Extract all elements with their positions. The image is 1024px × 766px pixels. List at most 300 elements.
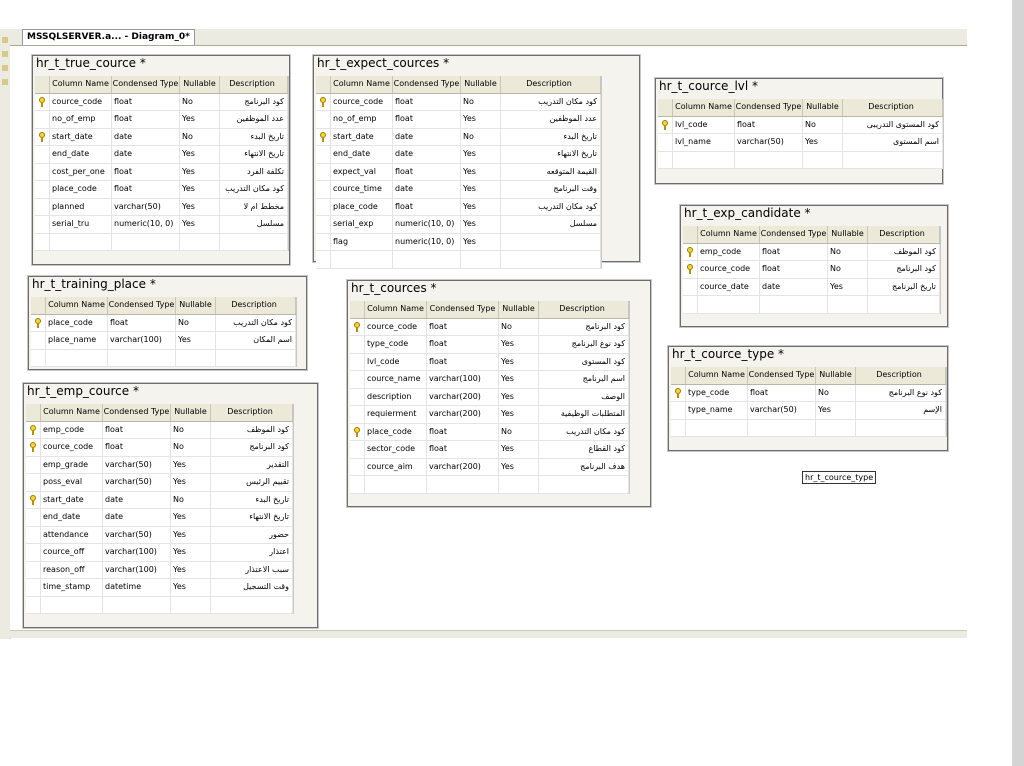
row-selector[interactable] xyxy=(26,439,41,456)
description-cell[interactable]: مسلسل xyxy=(501,216,601,233)
description-cell[interactable]: تقييم الرئيس xyxy=(211,474,293,491)
column-name-cell[interactable]: cource_time xyxy=(331,181,393,198)
description-cell[interactable]: هدف البرنامج xyxy=(539,459,629,476)
row-selector[interactable] xyxy=(316,216,331,233)
row-selector[interactable] xyxy=(671,385,686,402)
empty-cell[interactable] xyxy=(46,350,108,367)
nullable-cell[interactable]: Yes xyxy=(171,562,211,579)
description-cell[interactable]: اسم المستوى xyxy=(843,134,943,151)
empty-cell[interactable] xyxy=(698,296,760,313)
column-name-cell[interactable]: type_code xyxy=(365,336,427,353)
row-selector[interactable] xyxy=(35,111,50,128)
condensed-type-cell[interactable]: date xyxy=(112,146,180,163)
nullable-cell[interactable]: Yes xyxy=(461,199,501,216)
column-name-cell[interactable]: cource_code xyxy=(331,94,393,111)
row-selector[interactable] xyxy=(35,146,50,163)
table-row[interactable] xyxy=(35,181,288,199)
row-selector[interactable] xyxy=(35,181,50,198)
row-selector[interactable] xyxy=(26,579,41,596)
description-cell[interactable]: كود القطاع xyxy=(539,441,629,458)
nullable-cell[interactable]: Yes xyxy=(171,474,211,491)
table-row[interactable] xyxy=(671,385,946,403)
row-selector[interactable] xyxy=(26,544,41,561)
table-row[interactable] xyxy=(316,199,601,217)
description-cell[interactable]: سبب الاعتذار xyxy=(211,562,293,579)
condensed-type-cell[interactable]: float xyxy=(112,181,180,198)
table-title[interactable]: hr_t_cource_type * xyxy=(672,347,785,361)
nullable-cell[interactable]: No xyxy=(828,244,868,261)
table-row[interactable] xyxy=(35,164,288,182)
header-nullable[interactable]: Nullable xyxy=(171,404,211,421)
column-name-cell[interactable]: emp_code xyxy=(41,422,103,439)
empty-cell[interactable] xyxy=(316,251,331,268)
header-column-name[interactable]: Column Name xyxy=(331,76,393,93)
nullable-cell[interactable]: Yes xyxy=(499,389,539,406)
toolbox-icon[interactable] xyxy=(2,79,8,85)
nullable-cell[interactable]: Yes xyxy=(499,406,539,423)
table-row[interactable] xyxy=(35,146,288,164)
description-cell[interactable]: تاريخ البدء xyxy=(220,129,288,146)
row-selector[interactable] xyxy=(683,279,698,296)
table-title[interactable]: hr_t_expect_cources * xyxy=(317,56,450,70)
empty-cell[interactable] xyxy=(365,476,427,493)
empty-cell[interactable] xyxy=(393,251,461,268)
table-row[interactable] xyxy=(35,94,288,112)
nullable-cell[interactable]: Yes xyxy=(171,527,211,544)
description-cell[interactable]: كود المستوى xyxy=(539,354,629,371)
nullable-cell[interactable]: Yes xyxy=(461,146,501,163)
nullable-cell[interactable]: Yes xyxy=(180,216,220,233)
condensed-type-cell[interactable]: varchar(50) xyxy=(735,134,803,151)
description-cell[interactable]: مسلسل xyxy=(220,216,288,233)
nullable-cell[interactable]: Yes xyxy=(499,459,539,476)
empty-cell[interactable] xyxy=(735,152,803,169)
header-column-name[interactable]: Column Name xyxy=(41,404,103,421)
header-description[interactable]: Description xyxy=(856,367,946,384)
nullable-cell[interactable]: Yes xyxy=(180,111,220,128)
description-cell[interactable]: كود مكان التدريب xyxy=(501,199,601,216)
nullable-cell[interactable]: Yes xyxy=(176,332,216,349)
description-cell[interactable]: كود البرنامج xyxy=(868,261,940,278)
row-selector[interactable] xyxy=(350,389,365,406)
empty-cell[interactable] xyxy=(108,350,176,367)
empty-new-row[interactable] xyxy=(26,597,293,615)
table-row[interactable] xyxy=(658,117,943,135)
nullable-cell[interactable]: Yes xyxy=(461,216,501,233)
row-selector[interactable] xyxy=(26,474,41,491)
empty-cell[interactable] xyxy=(671,420,686,437)
toolbox-icon[interactable] xyxy=(2,51,8,57)
empty-cell[interactable] xyxy=(499,476,539,493)
row-selector[interactable] xyxy=(35,94,50,111)
column-name-cell[interactable]: lvl_name xyxy=(673,134,735,151)
empty-cell[interactable] xyxy=(658,152,673,169)
table-row[interactable] xyxy=(26,492,293,510)
condensed-type-cell[interactable]: varchar(50) xyxy=(103,457,171,474)
column-name-cell[interactable]: planned xyxy=(50,199,112,216)
column-name-cell[interactable]: place_code xyxy=(331,199,393,216)
table-row[interactable] xyxy=(316,146,601,164)
nullable-cell[interactable]: Yes xyxy=(171,457,211,474)
column-name-cell[interactable]: cource_aim xyxy=(365,459,427,476)
description-cell[interactable]: كود البرنامج xyxy=(539,319,629,336)
table-box-hr_t_emp_cource[interactable] xyxy=(23,383,318,628)
header-nullable[interactable]: Nullable xyxy=(828,226,868,243)
condensed-type-cell[interactable]: date xyxy=(103,492,171,509)
header-nullable[interactable]: Nullable xyxy=(499,301,539,318)
empty-cell[interactable] xyxy=(686,420,748,437)
table-row[interactable] xyxy=(26,439,293,457)
column-name-cell[interactable]: poss_eval xyxy=(41,474,103,491)
table-row[interactable] xyxy=(350,424,629,442)
table-row[interactable] xyxy=(658,134,943,152)
column-name-cell[interactable]: place_code xyxy=(50,181,112,198)
header-nullable[interactable]: Nullable xyxy=(816,367,856,384)
empty-cell[interactable] xyxy=(427,476,499,493)
table-row[interactable] xyxy=(350,406,629,424)
row-selector[interactable] xyxy=(683,244,698,261)
condensed-type-cell[interactable]: date xyxy=(393,129,461,146)
condensed-type-cell[interactable]: date xyxy=(760,279,828,296)
header-description[interactable]: Description xyxy=(539,301,629,318)
condensed-type-cell[interactable]: float xyxy=(760,261,828,278)
condensed-type-cell[interactable]: float xyxy=(393,199,461,216)
column-name-cell[interactable]: place_name xyxy=(46,332,108,349)
header-nullable[interactable]: Nullable xyxy=(180,76,220,93)
empty-cell[interactable] xyxy=(331,251,393,268)
nullable-cell[interactable]: No xyxy=(461,94,501,111)
column-name-cell[interactable]: description xyxy=(365,389,427,406)
row-selector[interactable] xyxy=(35,216,50,233)
table-row[interactable] xyxy=(26,562,293,580)
row-selector[interactable] xyxy=(683,261,698,278)
condensed-type-cell[interactable]: float xyxy=(393,111,461,128)
empty-cell[interactable] xyxy=(501,251,601,268)
empty-new-row[interactable] xyxy=(35,234,288,252)
description-cell[interactable]: وقت البرنامج xyxy=(501,181,601,198)
condensed-type-cell[interactable]: varchar(50) xyxy=(103,527,171,544)
table-row[interactable] xyxy=(26,544,293,562)
column-name-cell[interactable]: place_code xyxy=(365,424,427,441)
column-name-cell[interactable]: sector_code xyxy=(365,441,427,458)
description-cell[interactable]: كود نوع البرنامج xyxy=(856,385,946,402)
table-row[interactable] xyxy=(350,319,629,337)
description-cell[interactable]: عدد الموظفين xyxy=(220,111,288,128)
table-box-hr_t_exp_candidate[interactable] xyxy=(680,205,948,327)
header-column-name[interactable]: Column Name xyxy=(365,301,427,318)
table-row[interactable] xyxy=(350,441,629,459)
row-selector[interactable] xyxy=(350,371,365,388)
empty-cell[interactable] xyxy=(683,296,698,313)
column-name-cell[interactable]: start_date xyxy=(50,129,112,146)
condensed-type-cell[interactable]: varchar(50) xyxy=(748,402,816,419)
nullable-cell[interactable]: No xyxy=(176,315,216,332)
condensed-type-cell[interactable]: float xyxy=(735,117,803,134)
table-row[interactable] xyxy=(350,336,629,354)
empty-cell[interactable] xyxy=(50,234,112,251)
empty-cell[interactable] xyxy=(216,350,296,367)
description-cell[interactable]: كود البرنامج xyxy=(211,439,293,456)
column-name-cell[interactable]: flag xyxy=(331,234,393,251)
table-row[interactable] xyxy=(26,422,293,440)
table-title[interactable]: hr_t_exp_candidate * xyxy=(684,206,811,220)
header-condensed-type[interactable]: Condensed Type xyxy=(112,76,180,93)
description-cell[interactable]: وقت التسجيل xyxy=(211,579,293,596)
empty-cell[interactable] xyxy=(760,296,828,313)
empty-cell[interactable] xyxy=(828,296,868,313)
horizontal-scrollbar[interactable] xyxy=(10,630,967,638)
column-name-cell[interactable]: requierment xyxy=(365,406,427,423)
condensed-type-cell[interactable]: float xyxy=(427,441,499,458)
column-name-cell[interactable]: place_code xyxy=(46,315,108,332)
header-condensed-type[interactable]: Condensed Type xyxy=(393,76,461,93)
column-name-cell[interactable]: emp_code xyxy=(698,244,760,261)
condensed-type-cell[interactable]: float xyxy=(103,439,171,456)
condensed-type-cell[interactable]: float xyxy=(427,354,499,371)
row-selector[interactable] xyxy=(35,199,50,216)
empty-cell[interactable] xyxy=(748,420,816,437)
condensed-type-cell[interactable]: varchar(50) xyxy=(112,199,180,216)
empty-cell[interactable] xyxy=(868,296,940,313)
description-cell[interactable]: تاريخ الانتهاء xyxy=(211,509,293,526)
table-title[interactable]: hr_t_cources * xyxy=(351,281,437,295)
column-name-cell[interactable]: type_code xyxy=(686,385,748,402)
nullable-cell[interactable]: Yes xyxy=(180,199,220,216)
empty-cell[interactable] xyxy=(816,420,856,437)
nullable-cell[interactable]: Yes xyxy=(499,371,539,388)
description-cell[interactable]: تاريخ البدء xyxy=(501,129,601,146)
column-name-cell[interactable]: end_date xyxy=(331,146,393,163)
header-condensed-type[interactable]: Condensed Type xyxy=(760,226,828,243)
empty-cell[interactable] xyxy=(211,597,293,614)
column-name-cell[interactable]: cource_name xyxy=(365,371,427,388)
nullable-cell[interactable]: Yes xyxy=(461,181,501,198)
empty-cell[interactable] xyxy=(41,597,103,614)
condensed-type-cell[interactable]: float xyxy=(760,244,828,261)
column-name-cell[interactable]: reason_off xyxy=(41,562,103,579)
description-cell[interactable]: كود مكان التدريب xyxy=(539,424,629,441)
condensed-type-cell[interactable]: float xyxy=(112,94,180,111)
condensed-type-cell[interactable]: varchar(100) xyxy=(427,371,499,388)
condensed-type-cell[interactable]: varchar(200) xyxy=(427,406,499,423)
description-cell[interactable]: تاريخ البرنامج xyxy=(868,279,940,296)
nullable-cell[interactable]: Yes xyxy=(180,146,220,163)
header-condensed-type[interactable]: Condensed Type xyxy=(108,297,176,314)
condensed-type-cell[interactable]: varchar(200) xyxy=(427,459,499,476)
row-selector[interactable] xyxy=(26,457,41,474)
empty-new-row[interactable] xyxy=(671,420,946,438)
description-cell[interactable]: حضور xyxy=(211,527,293,544)
row-selector[interactable] xyxy=(316,199,331,216)
nullable-cell[interactable]: Yes xyxy=(499,441,539,458)
condensed-type-cell[interactable]: numeric(10, 0) xyxy=(393,216,461,233)
table-row[interactable] xyxy=(26,474,293,492)
column-name-cell[interactable]: cource_code xyxy=(698,261,760,278)
condensed-type-cell[interactable]: float xyxy=(427,336,499,353)
table-box-hr_t_expect_cources[interactable] xyxy=(313,55,640,262)
column-name-cell[interactable]: attendance xyxy=(41,527,103,544)
table-row[interactable] xyxy=(31,332,296,350)
condensed-type-cell[interactable]: float xyxy=(112,111,180,128)
column-name-cell[interactable]: serial_exp xyxy=(331,216,393,233)
row-selector[interactable] xyxy=(26,509,41,526)
empty-cell[interactable] xyxy=(803,152,843,169)
nullable-cell[interactable]: No xyxy=(461,129,501,146)
condensed-type-cell[interactable]: varchar(200) xyxy=(427,389,499,406)
empty-cell[interactable] xyxy=(35,234,50,251)
column-name-cell[interactable]: cource_code xyxy=(365,319,427,336)
nullable-cell[interactable]: No xyxy=(803,117,843,134)
vertical-scrollbar[interactable] xyxy=(1012,0,1024,766)
empty-new-row[interactable] xyxy=(683,296,940,314)
condensed-type-cell[interactable]: float xyxy=(427,319,499,336)
nullable-cell[interactable]: Yes xyxy=(171,544,211,561)
empty-new-row[interactable] xyxy=(31,350,296,368)
table-box-hr_t_cources[interactable] xyxy=(347,280,651,507)
description-cell[interactable]: تاريخ البدء xyxy=(211,492,293,509)
empty-cell[interactable] xyxy=(843,152,943,169)
description-cell[interactable]: كود مكان التدريب xyxy=(216,315,296,332)
table-row[interactable] xyxy=(350,389,629,407)
empty-cell[interactable] xyxy=(171,597,211,614)
condensed-type-cell[interactable]: float xyxy=(427,424,499,441)
description-cell[interactable]: اسم البرنامج xyxy=(539,371,629,388)
condensed-type-cell[interactable]: varchar(100) xyxy=(108,332,176,349)
condensed-type-cell[interactable]: float xyxy=(393,94,461,111)
row-selector[interactable] xyxy=(316,164,331,181)
nullable-cell[interactable]: Yes xyxy=(180,181,220,198)
table-row[interactable] xyxy=(316,94,601,112)
table-row[interactable] xyxy=(31,315,296,333)
table-row[interactable] xyxy=(316,129,601,147)
condensed-type-cell[interactable]: date xyxy=(393,181,461,198)
nullable-cell[interactable]: Yes xyxy=(828,279,868,296)
header-description[interactable]: Description xyxy=(868,226,940,243)
column-name-cell[interactable]: no_of_emp xyxy=(331,111,393,128)
table-row[interactable] xyxy=(26,579,293,597)
row-selector[interactable] xyxy=(316,181,331,198)
header-column-name[interactable]: Column Name xyxy=(673,99,735,116)
column-name-cell[interactable]: type_name xyxy=(686,402,748,419)
empty-cell[interactable] xyxy=(112,234,180,251)
column-name-cell[interactable]: cource_code xyxy=(50,94,112,111)
row-selector[interactable] xyxy=(31,332,46,349)
description-cell[interactable]: كود مكان التدريب xyxy=(501,94,601,111)
nullable-cell[interactable]: Yes xyxy=(171,579,211,596)
row-selector[interactable] xyxy=(26,422,41,439)
header-condensed-type[interactable]: Condensed Type xyxy=(748,367,816,384)
header-nullable[interactable]: Nullable xyxy=(461,76,501,93)
header-column-name[interactable]: Column Name xyxy=(46,297,108,314)
nullable-cell[interactable]: Yes xyxy=(180,164,220,181)
header-description[interactable]: Description xyxy=(843,99,943,116)
description-cell[interactable]: كود مكان التدريب xyxy=(220,181,288,198)
table-row[interactable] xyxy=(350,371,629,389)
table-row[interactable] xyxy=(350,459,629,477)
column-name-cell[interactable]: expect_val xyxy=(331,164,393,181)
condensed-type-cell[interactable]: float xyxy=(748,385,816,402)
column-name-cell[interactable]: start_date xyxy=(41,492,103,509)
table-row[interactable] xyxy=(26,527,293,545)
description-cell[interactable]: تكلفة الفرد xyxy=(220,164,288,181)
header-description[interactable]: Description xyxy=(211,404,293,421)
header-column-name[interactable]: Column Name xyxy=(686,367,748,384)
table-title[interactable]: hr_t_true_cource * xyxy=(36,56,146,70)
table-row[interactable] xyxy=(316,111,601,129)
description-cell[interactable]: اسم المكان xyxy=(216,332,296,349)
header-description[interactable]: Description xyxy=(501,76,601,93)
column-name-cell[interactable]: end_date xyxy=(50,146,112,163)
row-selector[interactable] xyxy=(350,441,365,458)
nullable-cell[interactable]: No xyxy=(828,261,868,278)
description-cell[interactable]: تاريخ الانتهاء xyxy=(501,146,601,163)
nullable-cell[interactable]: No xyxy=(171,492,211,509)
empty-cell[interactable] xyxy=(539,476,629,493)
column-name-cell[interactable]: end_date xyxy=(41,509,103,526)
description-cell[interactable]: الوصف xyxy=(539,389,629,406)
table-row[interactable] xyxy=(26,509,293,527)
empty-cell[interactable] xyxy=(176,350,216,367)
nullable-cell[interactable]: Yes xyxy=(816,402,856,419)
empty-new-row[interactable] xyxy=(658,152,943,170)
condensed-type-cell[interactable]: float xyxy=(393,164,461,181)
table-row[interactable] xyxy=(316,216,601,234)
header-condensed-type[interactable]: Condensed Type xyxy=(735,99,803,116)
description-cell[interactable]: الإسم xyxy=(856,402,946,419)
empty-cell[interactable] xyxy=(856,420,946,437)
description-cell[interactable]: كود نوع البرنامج xyxy=(539,336,629,353)
table-row[interactable] xyxy=(671,402,946,420)
row-selector[interactable] xyxy=(35,164,50,181)
row-selector[interactable] xyxy=(671,402,686,419)
table-box-hr_t_training_place[interactable] xyxy=(28,276,307,370)
toolbox-icon[interactable] xyxy=(2,37,8,43)
table-row[interactable] xyxy=(26,457,293,475)
row-selector[interactable] xyxy=(26,492,41,509)
row-selector[interactable] xyxy=(350,424,365,441)
column-name-cell[interactable]: serial_tru xyxy=(50,216,112,233)
condensed-type-cell[interactable]: numeric(10, 0) xyxy=(112,216,180,233)
description-cell[interactable]: كود البرنامج xyxy=(220,94,288,111)
toolbox-icon[interactable] xyxy=(2,65,8,71)
row-selector[interactable] xyxy=(26,527,41,544)
row-selector[interactable] xyxy=(350,319,365,336)
condensed-type-cell[interactable]: varchar(100) xyxy=(103,562,171,579)
nullable-cell[interactable]: No xyxy=(499,319,539,336)
condensed-type-cell[interactable]: varchar(50) xyxy=(103,474,171,491)
description-cell[interactable]: كود الموظف xyxy=(868,244,940,261)
table-row[interactable] xyxy=(350,354,629,372)
empty-cell[interactable] xyxy=(103,597,171,614)
header-nullable[interactable]: Nullable xyxy=(176,297,216,314)
table-title[interactable]: hr_t_emp_cource * xyxy=(27,384,139,398)
nullable-cell[interactable]: No xyxy=(180,94,220,111)
table-title[interactable]: hr_t_training_place * xyxy=(32,277,156,291)
column-name-cell[interactable]: cost_per_one xyxy=(50,164,112,181)
description-cell[interactable]: تاريخ الانتهاء xyxy=(220,146,288,163)
empty-cell[interactable] xyxy=(461,251,501,268)
condensed-type-cell[interactable]: varchar(100) xyxy=(103,544,171,561)
row-selector[interactable] xyxy=(316,234,331,251)
empty-cell[interactable] xyxy=(26,597,41,614)
description-cell[interactable]: التقدير xyxy=(211,457,293,474)
table-row[interactable] xyxy=(683,261,940,279)
table-row[interactable] xyxy=(316,234,601,252)
description-cell[interactable]: مخطط ام لا xyxy=(220,199,288,216)
row-selector[interactable] xyxy=(316,94,331,111)
description-cell[interactable]: كود المستوى التدريبى xyxy=(843,117,943,134)
description-cell[interactable] xyxy=(501,234,601,251)
